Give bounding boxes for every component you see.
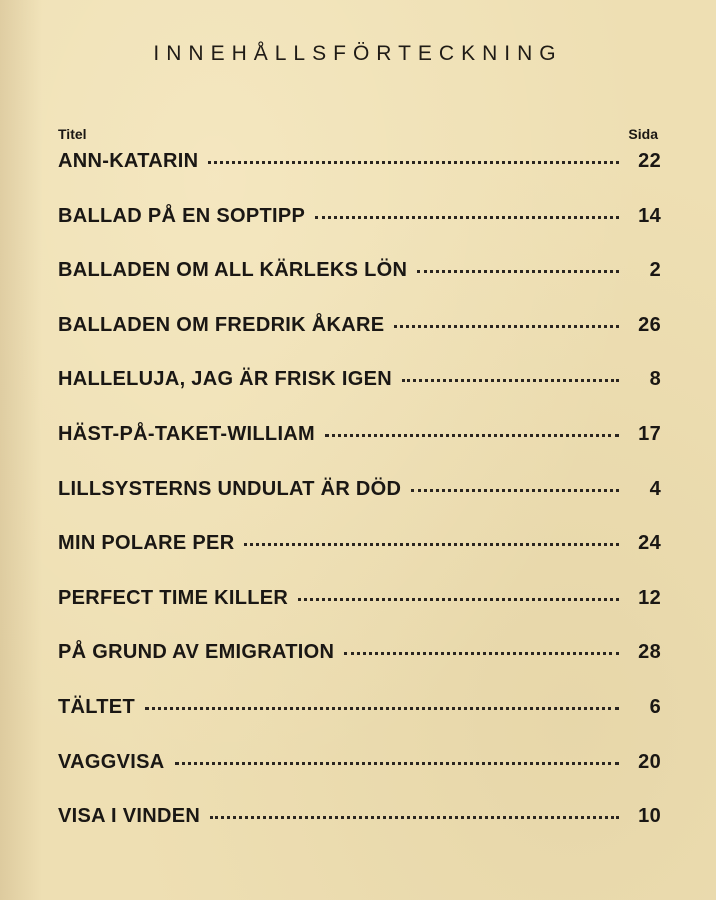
dot-leader [325,434,619,437]
entry-title: BALLADEN OM ALL KÄRLEKS LÖN [58,259,408,282]
entry-title: HALLELUJA, JAG ÄR FRISK IGEN [58,368,392,391]
entry-title: MIN POLARE PER [58,532,235,555]
entry-page-number: 6 [649,695,661,718]
entry-page-number: 14 [638,204,661,227]
toc-entry[interactable] [58,751,661,806]
toc-entry[interactable] [58,368,661,423]
dot-leader [394,325,619,328]
entry-page-number: 17 [638,422,661,445]
entry-title: BALLAD PÅ EN SOPTIPP [58,204,306,227]
toc-entry[interactable] [58,259,661,314]
toc-entry[interactable] [58,587,661,642]
entry-page-number: 28 [638,641,661,664]
dot-leader [208,161,619,164]
entry-page-number: 4 [649,477,661,500]
entry-page-number: 12 [638,586,661,609]
dot-leader [298,598,619,601]
entry-title: HÄST-PÅ-TAKET-WILLIAM [58,422,316,445]
toc-entry[interactable] [58,150,661,205]
entry-page-number: 20 [638,750,661,773]
dot-leader [402,379,619,382]
entry-page-number: 22 [638,150,661,172]
toc-entry[interactable] [58,478,661,533]
toc-entry[interactable] [58,532,661,587]
dot-leader [244,543,619,546]
dot-leader [315,216,619,219]
page-title: INNEHÅLLSFÖRTECKNING [153,42,563,65]
entry-page-number: 10 [638,805,661,828]
entry-title: PERFECT TIME KILLER [58,586,289,609]
dot-leader [175,762,620,765]
entry-title: TÄLTET [58,695,135,718]
entry-title: PÅ GRUND AV EMIGRATION [58,641,335,664]
toc-entry[interactable] [58,641,661,696]
entry-title: ANN-KATARIN [58,150,199,172]
toc-entry[interactable] [58,805,661,860]
table-of-contents [58,150,661,860]
entry-title: VISA I VINDEN [58,805,201,828]
entry-title: BALLADEN OM FREDRIK ÅKARE [58,313,385,336]
page-fold-shadow [0,0,42,900]
toc-entry[interactable] [58,423,661,478]
toc-entry[interactable] [58,314,661,369]
entry-page-number: 8 [649,368,661,391]
entry-page-number: 24 [638,532,661,555]
dot-leader [210,816,619,819]
dot-leader [417,270,619,273]
entry-page-number: 2 [649,259,661,282]
dot-leader [145,707,619,710]
column-header-page: Sida [628,126,658,142]
column-header-title: Titel [58,126,87,142]
entry-title: LILLSYSTERNS UNDULAT ÄR DÖD [58,477,402,500]
dot-leader [411,489,619,492]
entry-page-number: 26 [638,313,661,336]
dot-leader [344,652,619,655]
toc-entry[interactable] [58,205,661,260]
entry-title: VAGGVISA [58,750,165,773]
toc-entry[interactable] [58,696,661,751]
